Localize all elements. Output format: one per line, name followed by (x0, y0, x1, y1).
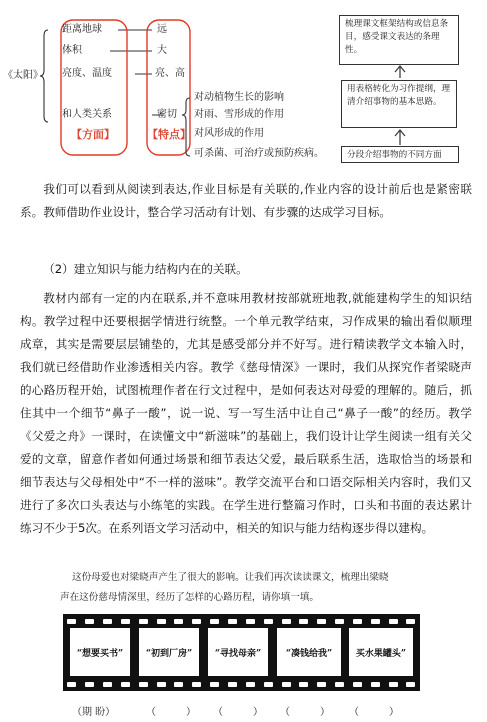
answer-blank-4[interactable]: （ ） (280, 707, 330, 718)
exercise-instruction-1: 这份母爱也对梁晓声产生了很大的影响。让我们再次读读课文，梳理出梁晓 (72, 572, 389, 583)
answer-blank-1[interactable]: （期 盼） (72, 707, 116, 718)
film-frame-2: “初到厂房” (139, 628, 199, 676)
aspect-label: 【方面】 (71, 128, 115, 141)
answer-blank-2[interactable]: （ ） (146, 707, 196, 718)
film-holes-bottom (63, 680, 420, 688)
relation-2: 对雨、雪形成的作用 (194, 109, 284, 120)
exercise-instruction-2: 声在这份慈母情深里，经历了怎样的心路历程，请你填一填。 (60, 592, 320, 603)
answer-blank-5[interactable]: （ ） (349, 707, 399, 718)
film-frame-5: 买水果罐头” (349, 628, 413, 676)
feature-big: 大 (157, 45, 167, 56)
paragraph-body (20, 287, 472, 540)
aspect-brightness: 亮度、温度 (62, 68, 112, 79)
relation-4: 可杀菌、可治疗或预防疾病。 (194, 148, 324, 159)
flow-box-2: 用表格转化为习作提纲，理清介绍事物的基本思路。 (341, 80, 457, 128)
section-heading (20, 258, 472, 281)
paragraph-summary (20, 178, 472, 224)
film-frame-3: “寻找母亲” (208, 628, 268, 676)
diagram-root: 《太阳》 (3, 70, 43, 81)
aspect-human: 和人类关系 (62, 109, 112, 120)
aspect-volume: 体积 (62, 45, 82, 56)
film-holes-top (63, 617, 420, 625)
flow-box-3: 分段介绍事物的不同方面 (341, 146, 459, 163)
flow-box-1: 梳理课文框架结构或信息条目，感受课文表达的条理性。 (339, 15, 459, 65)
answer-blank-3[interactable]: （ ） (213, 707, 263, 718)
heading-text: （2）建立知识与能力结构内在的关联。 (43, 262, 248, 276)
feature-close: 密切 (157, 109, 177, 120)
relation-1: 对动植物生长的影响 (194, 92, 284, 103)
film-frame-4: “凑钱给我” (277, 628, 341, 676)
body-text: 教材内部有一定的内在联系,并不意味用教材按部就班地教,就能建构学生的知识结构。教学过程中还要根据学情进行统整。一个单元教学结束，习作成果的输出看似顺理成章，其实是需要层层铺垫的，尤其是感受部分并不好写。进行精读教学文本输入时，我们就已经借助作业渗透相关内容。教学《慈母情深》一课时，我们从探究作者梁晓声的心路历程开始，试图梳理作者在行文过程中，是如何表达对母爱的理解的。随后，抓住其中一个细节“鼻子一酸”，说一说、写一写生活中让自己“鼻子一酸”的经历。教学《父爱之舟》一课时，在读懂文中“新滋味”的基础上，我们设计让学生阅读一组有关父爱的文章，留意作者如何通过场景和细节表达父爱，最后联系生活，选取恰当的场景和细节表达与父母相处中“不一样的滋味”。教学交流平台和口语交际相关内容时，我们又进行了多次口头表达与小练笔的实践。在学生进行整篇习作时，口头和书面的表达累计练习不少于5次。在系列语文学习活动中，相关的知识与能力结构逐步得以建构。 (20, 291, 472, 535)
summary-text: 我们可以看到从阅读到表达,作业目标是有关联的,作业内容的设计前后也是紧密联系。教师借助作业设计，整合学习活动有计划、有步骤的达成学习目标。 (20, 182, 472, 219)
relation-3: 对风形成的作用 (194, 128, 264, 139)
feature-bright: 亮、高 (155, 68, 185, 79)
feature-label: 【特点】 (147, 128, 191, 141)
film-frame-1: “想要买书” (70, 628, 130, 676)
feature-far: 远 (157, 24, 167, 35)
aspect-distance: 距离地球 (62, 24, 102, 35)
film-strip (63, 614, 420, 691)
